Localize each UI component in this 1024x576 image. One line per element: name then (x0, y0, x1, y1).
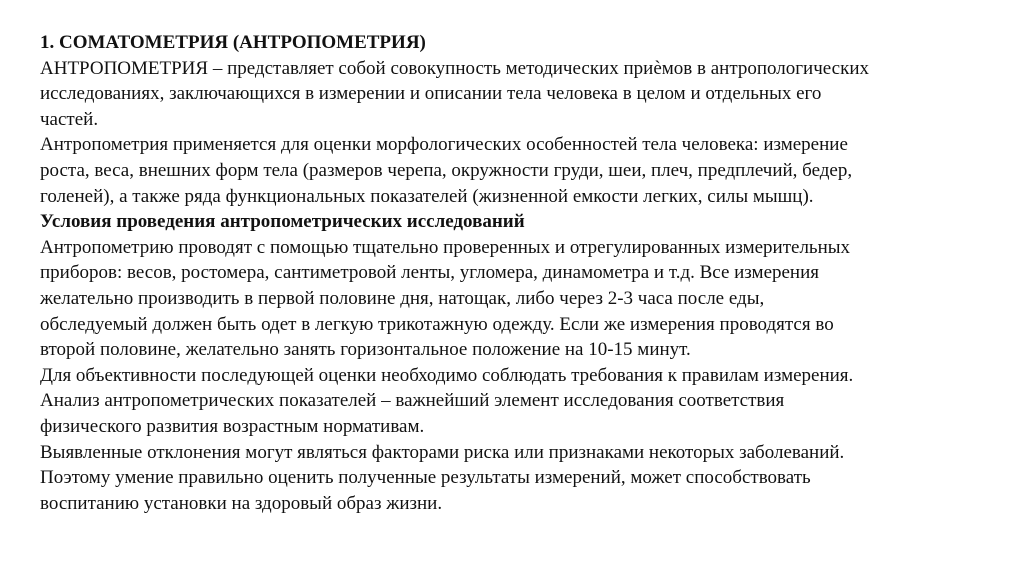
section-heading: 1. СОМАТОМЕТРИЯ (АНТРОПОМЕТРИЯ) (40, 32, 426, 53)
text-line: Для объективности последующей оценки необходимо соблюдать требования к правилам измерения. (40, 364, 854, 386)
text-line: желательно производить в первой половине дня, натощак, либо через 2-3 часа после еды, (40, 287, 765, 309)
text-line: второй половине, желательно занять горизонтальное положение на 10-15 минут. (40, 339, 691, 361)
text-line: Антропометрию проводят с помощью тщательно проверенных и отрегулированных измерительных (40, 236, 851, 258)
text-line: роста, веса, внешних форм тела (размеров черепа, окружности груди, шеи, плеч, предплечий, бедер, (40, 159, 853, 181)
text-line: Поэтому умение правильно оценить полученные результаты измерений, может способствовать (40, 467, 811, 489)
text-line: частей. (40, 108, 99, 130)
text-line: исследованиях, заключающихся в измерении и описании тела человека в целом и отдельных его (40, 83, 822, 105)
text-line: воспитанию установки на здоровый образ жизни. (40, 492, 443, 514)
slide-text-body (40, 30, 990, 516)
subsection-heading: Условия проведения антропометрических исследований (40, 211, 525, 233)
text-line: Антропометрия применяется для оценки морфологических особенностей тела человека: измерение (40, 134, 848, 156)
text-line: физического развития возрастным нормативам. (40, 415, 425, 437)
text-line: голеней), а также ряда функциональных показателей (жизненной емкости легких, силы мышц). (40, 185, 814, 207)
text-line: приборов: весов, ростомера, сантиметровой ленты, угломера, динамометра и т.д. Все измерения (40, 262, 820, 284)
text-line: обследуемый должен быть одет в легкую трикотажную одежду. Если же измерения проводятся во (40, 313, 834, 335)
text-line: Анализ антропометрических показателей – важнейший элемент исследования соответствия (40, 390, 785, 412)
text-line: Выявленные отклонения могут являться факторами риска или признаками некоторых заболеваний. (40, 441, 845, 463)
text-line: АНТРОПОМЕТРИЯ – представляет собой совокупность методических приѐмов в антропологических (40, 57, 870, 79)
